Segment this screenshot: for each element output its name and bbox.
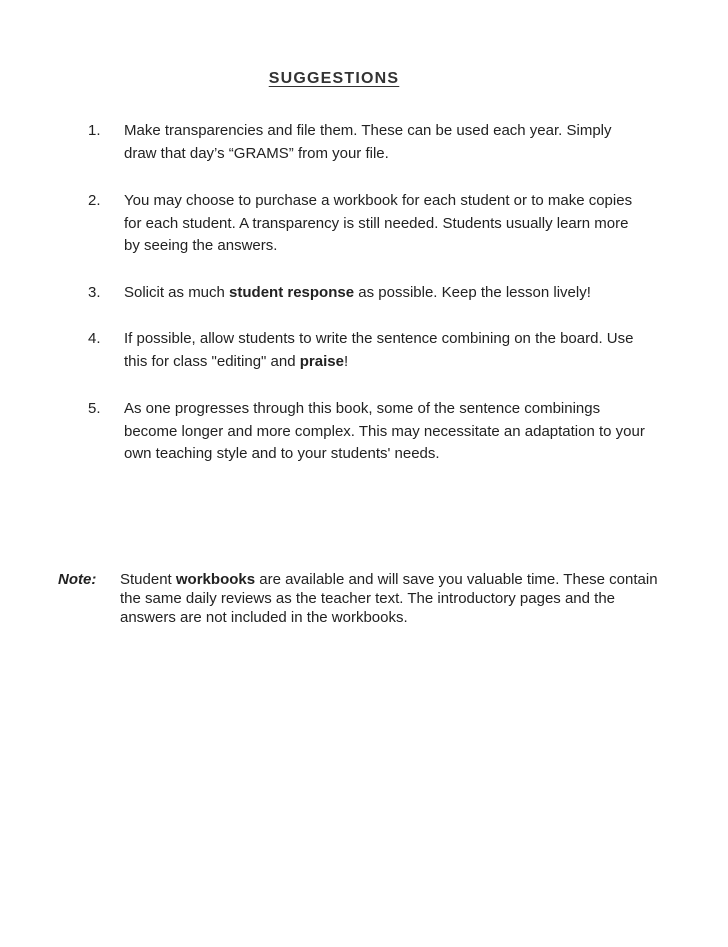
note-text: Student workbooks are available and will save you valuable time. These contain the same daily reviews as the teacher text. The introductory pages and the answers are not included in the workbooks.	[120, 571, 658, 626]
note-section	[58, 570, 658, 627]
suggestion-item-3	[88, 282, 648, 305]
suggestion-item-5	[88, 398, 648, 466]
bold-emphasis: workbooks	[175, 571, 256, 588]
item-number: 2.	[88, 192, 101, 209]
item-number: 3.	[88, 284, 101, 301]
page-title: SUGGESTIONS	[268, 70, 400, 87]
item-text: Solicit as much student response as possible. Keep the lesson lively!	[124, 284, 591, 301]
item-text: If possible, allow students to write the sentence combining on the board. Use this for class "editing" and praise!	[124, 330, 634, 370]
bold-emphasis: praise	[299, 352, 344, 370]
item-text: As one progresses through this book, some of the sentence combinings become longer and more complex. This may necessitate an adaptation to your own teaching style and to your students' needs.	[124, 400, 645, 462]
suggestion-item-1	[88, 120, 648, 165]
suggestion-item-2	[88, 190, 648, 258]
item-number: 5.	[88, 400, 101, 417]
item-text: Make transparencies and file them. These can be used each year. Simply draw that day’s “GRAMS” from your file.	[124, 122, 612, 162]
item-number: 4.	[88, 330, 101, 347]
bold-emphasis: student response	[229, 284, 355, 301]
item-text: You may choose to purchase a workbook for each student or to make copies for each student. A transparency is still needed. Students usually learn more by seeing the answers.	[124, 192, 633, 254]
suggestion-item-4	[88, 328, 648, 373]
item-number: 1.	[88, 122, 101, 139]
note-label: Note:	[58, 571, 97, 588]
